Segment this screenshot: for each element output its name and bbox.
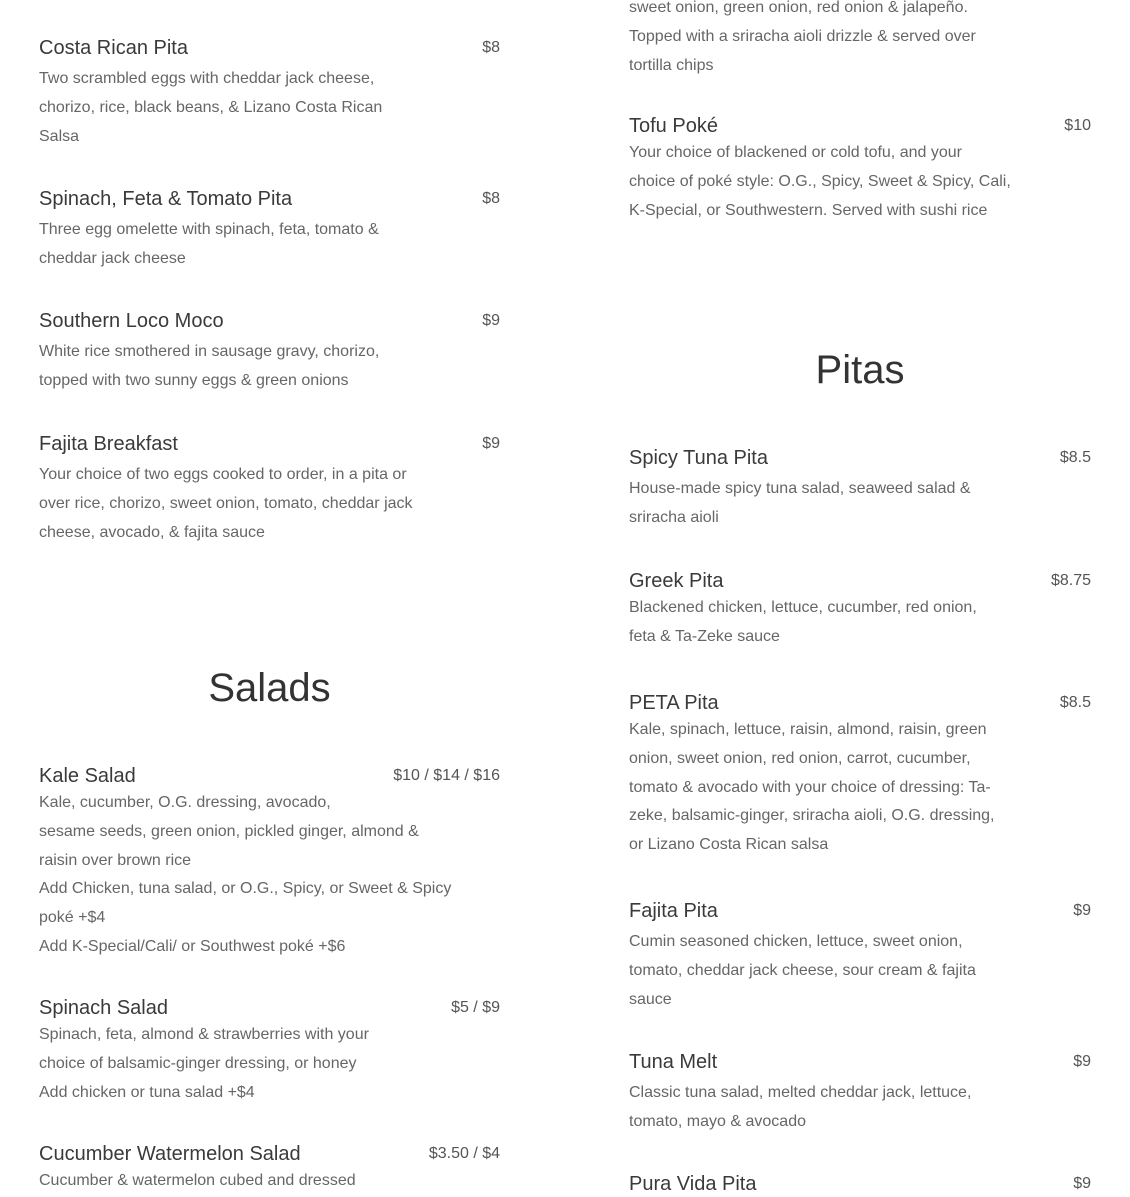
menu-item-description <box>629 139 1091 225</box>
menu-item-price: $9 <box>482 435 500 452</box>
menu-item-name: Spinach Salad <box>39 997 168 1019</box>
menu-item-tuna-melt <box>629 1049 1091 1137</box>
menu-item-price: $8.5 <box>1059 694 1091 711</box>
menu-item-description <box>39 65 500 151</box>
description-line: K-Special, or Southwestern. Served with sushi rice <box>629 201 988 219</box>
menu-item-price: $10 <box>1064 117 1091 134</box>
menu-item-name: Greek Pita <box>629 570 724 592</box>
description-line: White rice smothered in sausage gravy, chorizo, <box>39 343 380 360</box>
description-line: choice of poké style: O.G., Spicy, Sweet & Spicy, Cali, <box>629 172 1011 190</box>
menu-item-description <box>629 716 1091 860</box>
menu-item-description <box>629 0 1049 80</box>
description-line: Spinach, feta, almond & strawberries with your <box>39 1026 369 1043</box>
menu-item-tofu-poke <box>629 113 1091 225</box>
menu-item-fajita-pita <box>629 898 1091 1014</box>
menu-item-price: $3.50 / $4 <box>428 1145 500 1162</box>
description-line: cheddar jack cheese <box>39 249 186 267</box>
menu-item-southern-loco-moco <box>39 308 500 396</box>
description-line: Your choice of blackened or cold tofu, and your <box>629 144 962 161</box>
menu-item-greek-pita <box>629 568 1091 652</box>
description-line: sweet onion, green onion, red onion & jalapeño. <box>629 0 968 16</box>
description-line: over rice, chorizo, sweet onion, tomato, cheddar jack <box>39 494 413 512</box>
menu-item-description <box>39 1167 500 1196</box>
menu-item-fajita-breakfast <box>39 431 500 547</box>
description-line: cheese, avocado, & fajita sauce <box>39 523 265 541</box>
section-title-salads: Salads <box>208 666 331 710</box>
description-line: poké +$4 <box>39 909 106 927</box>
description-line: House-made spicy tuna salad, seaweed salad & <box>629 480 971 497</box>
menu-item-price: $5 / $9 <box>451 999 500 1016</box>
menu-item-name: Tofu Poké <box>629 115 718 137</box>
description-line: Cumin seasoned chicken, lettuce, sweet onion, <box>629 933 963 950</box>
description-line: tortilla chips <box>629 56 714 74</box>
description-line: Your choice of two eggs cooked to order, in a pita or <box>39 466 407 483</box>
description-line: Classic tuna salad, melted cheddar jack, lettuce, <box>629 1084 972 1101</box>
menu-item-price: $8 <box>482 190 500 207</box>
description-line: topped with two sunny eggs & green onions <box>39 371 349 389</box>
menu-item-price: $10 / $14 / $16 <box>393 767 500 784</box>
menu-item-price: $8.75 <box>1050 572 1091 589</box>
menu-item-description <box>39 216 500 274</box>
menu-item-kale-salad <box>39 763 500 962</box>
description-line: Add chicken or tuna salad +$4 <box>39 1083 255 1101</box>
description-line: sriracha aioli <box>629 508 719 526</box>
description-line: Three egg omelette with spinach, feta, tomato & <box>39 221 379 238</box>
description-line: Two scrambled eggs with cheddar jack cheese, <box>39 70 375 87</box>
menu-item-price: $9 <box>482 312 500 329</box>
description-line: chorizo, rice, black beans, & Lizano Costa Rican <box>39 98 383 116</box>
description-line: Add Chicken, tuna salad, or O.G., Spicy, or Sweet & Spicy <box>39 880 452 898</box>
menu-item-cucumber-watermelon-salad <box>39 1141 500 1196</box>
menu-item-description <box>39 461 500 547</box>
description-line: onion, sweet onion, red onion, carrot, cucumber, <box>629 749 971 767</box>
description-line: feta & Ta-Zeke sauce <box>629 627 780 645</box>
description-line: raisin over brown rice <box>39 851 192 869</box>
description-line: Kale, cucumber, O.G. dressing, avocado, <box>39 794 331 811</box>
menu-item-name: Fajita Breakfast <box>39 433 178 455</box>
description-line: Topped with a sriracha aioli drizzle & served over <box>629 27 976 45</box>
description-line: Blackened chicken, lettuce, cucumber, red onion, <box>629 599 977 616</box>
menu-item-name: Cucumber Watermelon Salad <box>39 1143 301 1165</box>
menu-item-name: Tuna Melt <box>629 1051 718 1073</box>
menu-item-description <box>629 475 1091 533</box>
menu-item-name: Fajita Pita <box>629 900 718 922</box>
menu-item-price: $9 <box>1073 1175 1091 1192</box>
menu-item-description <box>39 1021 500 1107</box>
menu-item-description <box>39 338 500 396</box>
description-line: tomato, cheddar jack cheese, sour cream & fajita <box>629 961 976 979</box>
menu-item-price: $8 <box>482 39 500 56</box>
description-line: choice of balsamic-ginger dressing, or honey <box>39 1054 357 1072</box>
menu-item-name: Pura Vida Pita <box>629 1173 757 1195</box>
menu-item-description <box>629 594 1091 652</box>
menu-item-name: Costa Rican Pita <box>39 37 188 59</box>
menu-item-spicy-tuna-pita <box>629 445 1091 533</box>
section-title-pitas: Pitas <box>815 348 905 392</box>
menu-item-description <box>629 1079 1091 1137</box>
menu-item-name: Spicy Tuna Pita <box>629 447 768 469</box>
menu-item-description <box>629 928 1091 1014</box>
menu-item-name: Spinach, Feta & Tomato Pita <box>39 188 293 210</box>
description-line: Kale, spinach, lettuce, raisin, almond, raisin, green <box>629 721 987 738</box>
menu-item-name: Kale Salad <box>39 765 136 787</box>
description-line: tomato & avocado with your choice of dressing: Ta- <box>629 778 991 796</box>
menu-item-name: Southern Loco Moco <box>39 310 224 332</box>
menu-item-spinach-salad <box>39 995 500 1107</box>
description-line: sauce <box>629 990 672 1008</box>
description-line: tomato, mayo & avocado <box>629 1112 806 1130</box>
menu-item-spinach-feta-tomato-pita <box>39 186 500 274</box>
description-line: Add K-Special/Cali/ or Southwest poké +$6 <box>39 937 346 955</box>
menu-item-price: $9 <box>1073 1053 1091 1070</box>
description-line: zeke, balsamic-ginger, sriracha aioli, O.G. dressing, <box>629 807 995 825</box>
description-line: Salsa <box>39 127 80 145</box>
menu-item-pura-vida-pita <box>629 1171 1091 1197</box>
menu-item-peta-pita <box>629 690 1091 860</box>
description-line: sesame seeds, green onion, pickled ginger, almond & <box>39 822 419 840</box>
menu-item-costa-rican-pita <box>39 35 500 151</box>
menu-item-price: $9 <box>1073 902 1091 919</box>
description-line: or Lizano Costa Rican salsa <box>629 836 829 854</box>
menu-item-continued-description <box>629 0 1091 80</box>
menu-item-price: $8.5 <box>1059 449 1091 466</box>
menu-item-description <box>39 789 500 962</box>
description-line: Cucumber & watermelon cubed and dressed <box>39 1172 356 1189</box>
menu-item-name: PETA Pita <box>629 692 719 714</box>
